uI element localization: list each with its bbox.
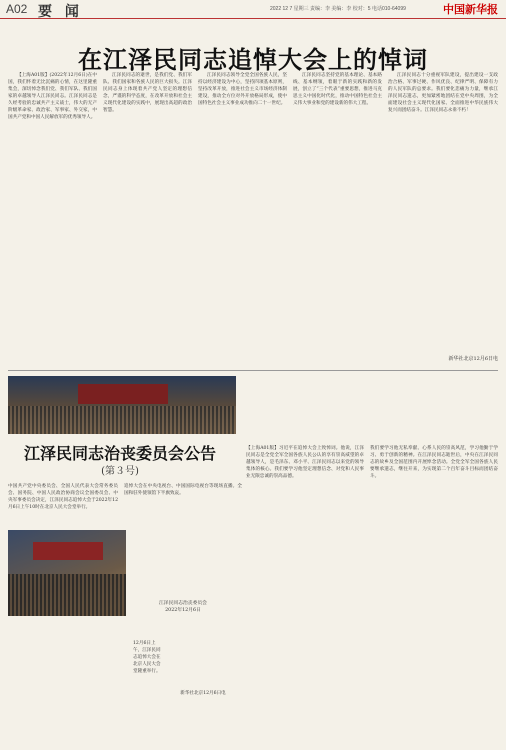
header-bar [0,0,506,19]
photo-stage [33,542,103,560]
article-text: 江泽民同志的逝世，是我们党、我们军队、我们国家和各族人民的巨大损失。江泽民同志身上体现着共产党人坚定的理想信念，严谨的科学态度，在改革开放和社会主义现代化建设的实践中，展现出高超的政治智慧。 [103,73,192,113]
article-text: 追悼大会在中央电视台、中国国际电视台等现场直播。全国和驻外使领馆下半旗致哀。 [124,483,242,496]
memorial-hall-photo [8,376,236,434]
section-divider [8,370,498,371]
announcement-number: (第３号) [101,466,139,477]
announcement-credit: 新华社北京12月6日电 [180,691,226,696]
photo-crowd [8,406,236,434]
article-text: 江泽民同志坚持党的基本理论、基本路线、基本纲领，着眼于新的实践和新的发展，创立了“三个代表”重要思想，推进马克思主义中国化时代化，推动中国特色社会主义伟大事业和党的建设新的伟大工程。 [293,73,382,106]
signature-date: 2022年12月6日 [165,608,201,613]
article-text: 中国共产党中央委员会、全国人民代表大会常务委员会、国务院、中国人民政治协商会议全国委员会、中央军事委员会决定，江泽民同志追悼大会于2022年12月6日上午10时在北京人民大会堂举行。 [8,483,118,510]
article-headline: 在江泽民同志追悼大会上的悼词 [78,45,428,74]
signature-org: 江泽民同志治丧委员会 [159,601,207,606]
announcement-headline: 江泽民同志治丧委员会公告 [23,444,216,463]
article-column-3 [198,72,287,364]
photo-stage [78,384,168,404]
article-column-2 [103,72,192,364]
photo-caption: 12月6日上午，江泽民同志追悼大会在北京人民大会堂隆重举行。 [133,641,161,674]
article-column-1 [8,72,97,364]
article-column-4 [293,72,382,364]
announcement-signature [124,600,242,614]
article-column-5 [388,72,498,352]
section-title: 要 闻 [38,4,83,20]
ceremony-photo [8,530,126,616]
photo-crowd [8,574,126,616]
article-text: 【上海A01版】习近平在追悼大会上致悼词。他说，江泽民同志是全党全军全国各族人民公认的享有崇高威望的卓越领导人，是毛泽东、邓小平、江泽民同志以来党的领导集体的核心。我们要学习他坚定理想信念、对党和人民事业无限忠诚的崇高品德。 [246,445,364,479]
page-code: A02 [6,2,28,16]
article-credit: 新华社北京12月6日电 [448,356,498,362]
newspaper-masthead: 中国新华报 [443,3,498,16]
announcement-column-3 [246,440,364,743]
article-text: 江泽民同志领导全党全国各族人民，坚持以经济建设为中心，坚持四项基本原则，坚持改革开放，推进社会主义市场经济体制建设，推动全方位对外开放格局形成，使中国特色社会主义事业成功推向二十一世纪。 [198,73,287,106]
article-text: 【上海A01版】(2022年12月6日)在中国，我们怀着无比沉痛的心情，在这里隆重集会，深切悼念我们党、我们军队、我们国家的卓越领导人江泽民同志。江泽民同志是久经考验的忠诚共产主义战士，伟大的无产阶级革命家、政治家、军事家、外交家，中国共产党和中国人民解放军的优秀领导人。 [8,73,97,120]
article-text: 我们要学习他无私奉献、心系人民的崇高风范，学习他勤于学习、勇于创新的精神。在江泽民同志逝世后，中央在江泽民同志的故乡及全国范围内开展悼念活动。全党全军全国各族人民要继承遗志，继往开来，为实现第二个百年奋斗目标而团结奋斗。 [370,445,498,479]
announcement-column-4 [370,440,498,743]
edition-meta: 2022 12 7 星期三 责编：李 美编：李 校对：5 电话010-64099 [270,6,406,12]
article-text: 江泽民同志十分重视军队建设，提出建设一支政治合格、军事过硬、作风优良、纪律严明、保障有力的人民军队的总要求。我们要化悲痛为力量，继承江泽民同志遗志，更加紧密地团结在党中央周围，为全面建设社会主义现代化国家、全面推进中华民族伟大复兴而团结奋斗。江泽民同志永垂不朽！ [388,73,498,113]
